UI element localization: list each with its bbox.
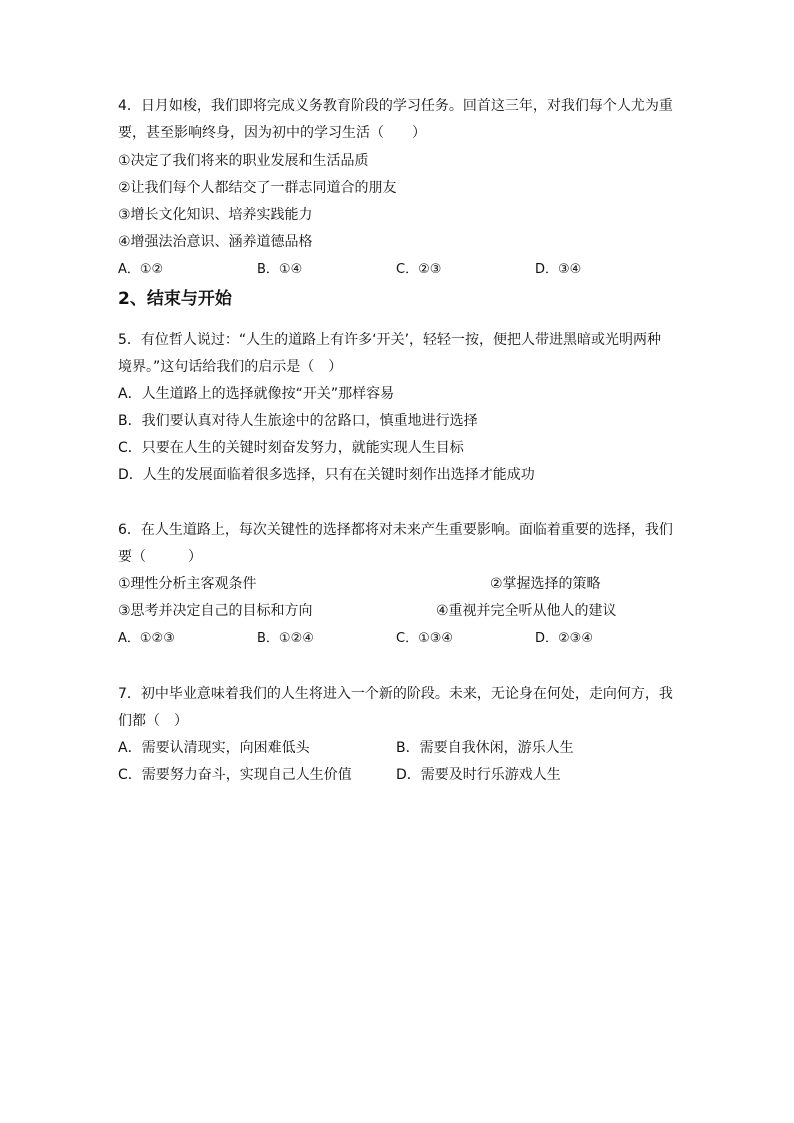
- section-heading: 2、结束与开始: [118, 289, 232, 309]
- q5-option-d: D．人生的发展面临着很多选择，只有在关键时刻作出选择才能成功: [118, 467, 535, 483]
- q6-item-4: ④重视并完全听从他人的建议: [436, 603, 617, 619]
- q6-item-1: ①理性分析主客观条件: [118, 576, 257, 592]
- q4-option-a: A．①②: [118, 262, 164, 277]
- q5-option-b: B．我们要认真对待人生旅途中的岔路口，慎重地进行选择: [118, 413, 478, 429]
- q5-option-c: C．只要在人生的关键时刻奋发努力，就能实现人生目标: [118, 440, 464, 456]
- q5-option-a: A．人生道路上的选择就像按“开关”那样容易: [118, 386, 395, 402]
- q7-stem-line-1: 7．初中毕业意味着我们的人生将进入一个新的阶段。未来，无论身在何处，走向何方，我: [118, 686, 673, 702]
- q6-item-3: ③思考并决定自己的目标和方向: [118, 603, 313, 619]
- q6-option-c: C．①③④: [396, 631, 454, 646]
- q4-item-1: ①决定了我们将来的职业发展和生活品质: [118, 153, 369, 169]
- q4-option-b: B．①④: [257, 262, 303, 277]
- q4-option-c: C．②③: [396, 262, 442, 277]
- q6-item-2: ②掌握选择的策略: [490, 576, 601, 592]
- q4-item-2: ②让我们每个人都结交了一群志同道合的朋友: [118, 180, 397, 196]
- q4-stem-line-2: 要，甚至影响终身，因为初中的学习生活（ ）: [118, 125, 426, 141]
- q6-stem-line-1: 6．在人生道路上，每次关键性的选择都将对未来产生重要影响。面临着重要的选择，我们: [118, 522, 673, 538]
- q4-item-4: ④增强法治意识、涵养道德品格: [118, 234, 313, 250]
- q6-option-d: D．②③④: [535, 631, 593, 646]
- q4-item-3: ③增长文化知识、培养实践能力: [118, 207, 313, 223]
- q4-stem-line-1: 4．日月如梭，我们即将完成义务教育阶段的学习任务。回首这三年，对我们每个人尤为重: [118, 98, 673, 114]
- q7-stem-line-2: 们都（ ）: [118, 713, 188, 729]
- q5-stem-line-2: 境界。”这句话给我们的启示是（ ）: [118, 359, 343, 375]
- q6-option-b: B．①②④: [257, 631, 314, 646]
- q4-option-d: D．③④: [535, 262, 582, 277]
- q7-option-d: D．需要及时行乐游戏人生: [396, 767, 561, 783]
- q5-stem-line-1: 5．有位哲人说过：“人生的道路上有许多‘开关’，轻轻一按，便把人带进黑暗或光明两种: [118, 332, 662, 348]
- q6-option-a: A．①②③: [118, 631, 175, 646]
- q7-option-a: A．需要认清现实，向困难低头: [118, 740, 310, 756]
- q6-stem-line-2: 要（ ）: [118, 549, 202, 565]
- q7-option-b: B．需要自我休闲，游乐人生: [396, 740, 574, 756]
- q7-option-c: C．需要努力奋斗，实现自己人生价值: [118, 767, 352, 783]
